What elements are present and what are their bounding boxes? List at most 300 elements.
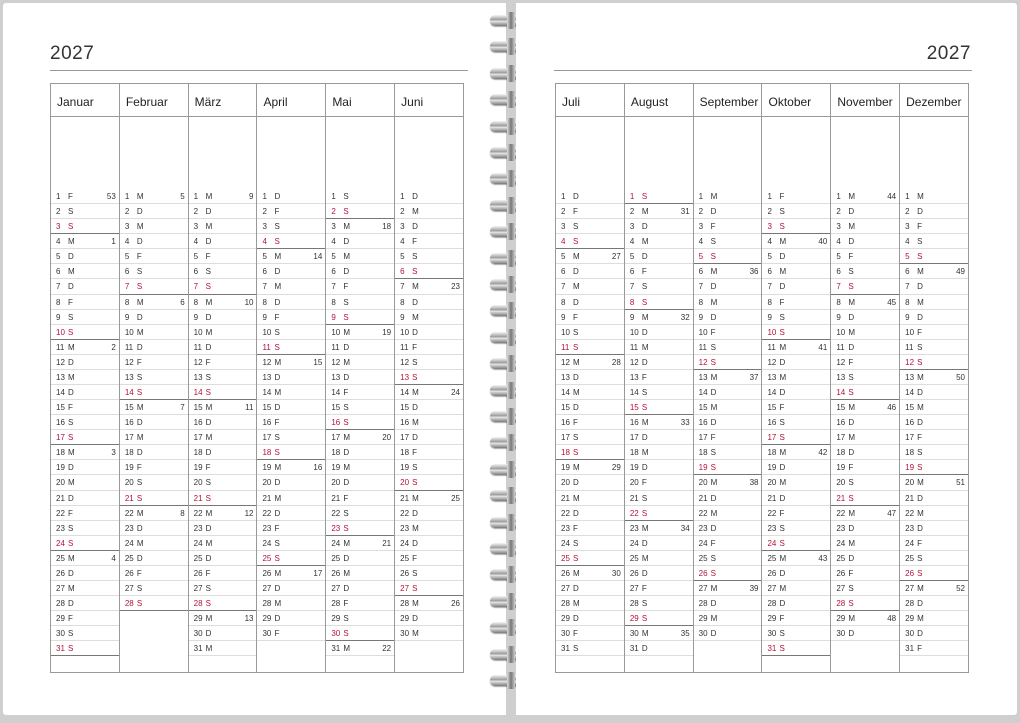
weekday-letter: S [917,237,923,247]
day-number: 18 [767,448,777,458]
weekday-letter: M [343,357,350,367]
weekday-letter: F [68,403,73,413]
day-row [831,581,899,596]
day-list [51,189,119,656]
weekday-letter: M [710,584,718,594]
day-number: 16 [262,418,272,428]
weekday-letter: D [274,478,281,488]
day-number: 15 [905,403,915,413]
day-row [395,295,463,310]
weekday-letter: F [710,222,716,232]
day-number: 25 [629,553,639,563]
day-row [900,325,968,340]
day-number: 18 [836,448,846,458]
day-number: 16 [905,418,915,428]
weekday-letter: D [68,463,74,473]
day-number: 14 [124,388,134,398]
day-number: 22 [56,508,65,518]
day-number: 22 [905,508,915,518]
day-row [395,204,463,219]
day-number: 12 [767,357,777,367]
week-number: 11 [245,403,254,413]
day-row [900,370,968,385]
day-row [257,581,325,596]
year-heading: 2027 [50,43,95,64]
weekday-letter: D [274,372,281,382]
day-number: 26 [836,568,846,578]
day-list [694,189,762,641]
weekday-letter: M [343,538,350,548]
day-row [831,491,899,506]
day-number: 19 [124,463,134,473]
day-number: 24 [836,538,846,548]
week-number: 48 [887,614,897,624]
day-row [326,279,394,294]
weekday-letter: M [917,508,924,518]
weekday-letter: S [848,282,854,292]
weekday-letter: D [343,342,350,352]
day-number: 21 [836,493,846,503]
day-row [51,400,119,415]
day-row [51,415,119,430]
day-row [556,204,624,219]
day-row [831,340,899,355]
month-name: Mai [326,84,394,117]
weekday-letter: S [205,388,211,398]
day-row [51,204,119,219]
day-row [625,506,693,521]
weekday-letter: M [573,568,580,578]
day-row [189,506,257,521]
weekday-letter: D [641,463,648,473]
day-number: 12 [836,357,846,367]
week-number: 38 [749,478,759,488]
weekday-letter: M [641,342,649,352]
day-row [556,641,624,656]
weekday-letter: D [710,388,717,398]
weekday-letter: F [573,629,578,639]
day-row [831,430,899,445]
day-number: 29 [698,614,708,624]
day-row [189,445,257,460]
weekday-letter: S [412,584,418,594]
day-row [189,400,257,415]
weekday-letter: S [573,342,579,352]
weekday-letter: S [412,357,418,367]
weekday-letter: F [205,463,211,473]
week-number: 31 [680,207,690,217]
weekday-letter: D [779,282,786,292]
weekday-letter: D [573,614,579,624]
day-list [625,189,693,656]
day-row [395,370,463,385]
day-row [326,596,394,611]
day-number: 28 [629,599,639,609]
day-number: 12 [629,357,639,367]
weekday-letter: M [343,222,350,232]
weekday-letter: F [641,478,647,488]
day-row [395,264,463,279]
header-rule [554,70,972,71]
day-row [51,219,119,234]
day-row [762,430,830,445]
day-number: 25 [331,553,341,563]
day-number: 7 [767,282,772,292]
weekday-letter: S [343,523,349,533]
day-number: 29 [400,614,410,624]
weekday-letter: D [68,357,74,367]
day-row [257,370,325,385]
weekday-letter: S [641,599,648,609]
day-number: 22 [561,508,570,518]
weekday-letter: S [848,267,854,277]
day-number: 12 [561,357,570,367]
day-number: 17 [193,433,203,443]
weekday-letter: S [205,584,211,594]
day-row [120,385,188,400]
day-number: 16 [629,418,639,428]
day-number: 4 [124,237,130,247]
weekday-letter: S [274,553,280,563]
weekday-letter: F [848,252,854,262]
day-row [694,385,762,400]
day-number: 8 [56,297,61,307]
day-number: 21 [400,493,410,503]
weekday-letter: D [274,297,281,307]
day-row [762,279,830,294]
day-number: 23 [331,523,341,533]
day-number: 13 [698,372,708,382]
day-number: 9 [400,312,405,322]
day-number: 14 [331,388,341,398]
day-row [257,385,325,400]
weekday-letter: D [710,207,717,217]
weekday-letter: M [779,267,787,277]
day-row [51,340,119,355]
weekday-letter: S [710,252,716,262]
weekday-letter: F [573,418,578,428]
day-number: 16 [124,418,134,428]
weekday-letter: D [136,553,143,563]
day-number: 27 [767,584,777,594]
day-row [51,581,119,596]
day-number: 30 [331,629,341,639]
day-number: 12 [400,357,410,367]
weekday-letter: M [848,327,855,337]
day-number: 8 [629,297,635,307]
day-row [189,295,257,310]
day-number: 18 [262,448,272,458]
day-row [257,295,325,310]
weekday-letter: D [848,418,855,428]
day-row [625,249,693,264]
day-number: 23 [262,523,272,533]
day-row [900,626,968,641]
weekday-letter: S [917,568,923,578]
weekday-letter: M [136,508,144,518]
weekday-letter: M [779,584,787,594]
day-row [51,551,119,566]
day-row [762,340,830,355]
weekday-letter: D [779,252,786,262]
weekday-letter: S [136,388,143,398]
weekday-letter: M [412,282,419,292]
day-number: 25 [698,553,708,563]
day-number: 13 [400,372,410,382]
weekday-letter: D [710,629,717,639]
day-row [120,415,188,430]
weekday-letter: M [205,508,213,518]
day-number: 2 [262,207,267,217]
day-row [189,551,257,566]
day-number: 25 [400,553,410,563]
weekday-letter: D [412,508,418,518]
weekday-letter: F [710,538,716,548]
day-row [900,189,968,204]
day-row [257,264,325,279]
weekday-letter: M [779,478,787,488]
day-row [326,340,394,355]
weekday-letter: S [136,584,143,594]
day-number: 4 [905,237,910,247]
weekday-letter: M [573,493,580,503]
day-row [326,310,394,325]
day-number: 5 [836,252,841,262]
weekday-letter: S [641,282,648,292]
weekday-letter: M [848,192,855,201]
day-row [694,491,762,506]
day-row [625,370,693,385]
day-number: 20 [905,478,915,488]
day-number: 30 [698,629,708,639]
day-number: 5 [124,252,130,262]
day-row [326,415,394,430]
day-row [625,415,693,430]
day-number: 23 [767,523,777,533]
day-number: 20 [561,478,570,488]
weekday-letter: S [848,372,854,382]
day-number: 15 [629,403,639,413]
day-row [831,445,899,460]
day-row [120,325,188,340]
day-number: 21 [561,493,570,503]
day-row [831,355,899,370]
day-number: 31 [767,644,777,654]
year-heading: 2027 [926,43,971,64]
day-row [51,596,119,611]
day-row [556,596,624,611]
day-row [694,370,762,385]
week-number: 4 [111,553,116,563]
day-row [831,611,899,626]
weekday-letter: D [573,297,579,307]
day-number: 7 [561,282,566,292]
weekday-letter: D [136,237,143,247]
weekday-letter: M [573,252,580,262]
day-row [326,506,394,521]
day-row [831,310,899,325]
day-number: 4 [767,237,772,247]
weekday-letter: S [343,508,349,518]
day-number: 10 [262,327,272,337]
weekday-letter: M [343,463,350,473]
day-number: 11 [56,342,65,352]
weekday-letter: S [205,282,211,292]
weekday-letter: F [573,312,578,322]
month-column [395,84,463,672]
weekday-letter: F [848,357,854,367]
day-row [762,370,830,385]
weekday-letter: S [917,553,923,563]
weekday-letter: F [710,433,716,443]
day-number: 16 [698,418,708,428]
day-row [625,310,693,325]
day-number: 10 [331,327,341,337]
day-number: 15 [698,403,708,413]
day-number: 19 [698,463,708,473]
weekday-letter: M [68,342,75,352]
day-row [900,385,968,400]
day-number: 14 [767,388,777,398]
month-column [326,84,395,672]
weekday-letter: F [343,282,349,292]
day-number: 28 [905,599,915,609]
weekday-letter: S [412,372,418,382]
day-number: 22 [124,508,134,518]
weekday-letter: S [68,222,74,232]
day-row [900,596,968,611]
day-row [395,325,463,340]
weekday-letter: D [917,418,923,428]
week-number: 7 [180,403,185,413]
weekday-letter: M [68,584,75,594]
day-number: 5 [56,252,61,262]
weekday-letter: F [274,629,280,639]
day-number: 19 [193,463,203,473]
day-row [694,189,762,204]
day-row [395,219,463,234]
day-number: 25 [767,553,777,563]
weekday-letter: S [641,493,648,503]
weekday-letter: S [68,418,74,428]
day-number: 5 [698,252,704,262]
day-row [625,189,693,204]
day-number: 2 [767,207,772,217]
day-number: 11 [836,342,845,352]
weekday-letter: D [641,433,648,443]
weekday-letter: S [779,433,785,443]
day-row [120,355,188,370]
day-number: 6 [698,267,704,277]
weekday-letter: S [779,538,785,548]
day-row [900,310,968,325]
day-row [762,596,830,611]
week-number: 27 [611,252,621,262]
day-row [189,385,257,400]
weekday-letter: S [848,388,854,398]
day-row [556,400,624,415]
day-number: 10 [400,327,410,337]
weekday-letter: M [848,297,855,307]
day-row [831,189,899,204]
day-number: 29 [767,614,777,624]
day-number: 18 [124,448,134,458]
day-number: 27 [561,584,570,594]
day-row [326,445,394,460]
weekday-letter: D [68,493,74,503]
month-name: November [831,84,899,117]
day-row [120,264,188,279]
day-number: 1 [400,192,405,201]
day-number: 8 [905,297,910,307]
week-number: 41 [818,342,828,352]
day-number: 30 [629,629,639,639]
day-row [326,566,394,581]
day-row [625,340,693,355]
week-number: 40 [818,237,828,247]
weekday-letter: F [274,207,280,217]
weekday-letter: S [68,629,74,639]
day-row [326,249,394,264]
weekday-letter: M [779,237,787,247]
day-number: 5 [767,252,772,262]
month-column [189,84,258,672]
weekday-letter: S [848,599,854,609]
weekday-letter: S [710,553,716,563]
day-number: 15 [56,403,65,413]
day-number: 20 [193,478,203,488]
day-row [831,400,899,415]
weekday-letter: M [710,614,718,624]
day-number: 4 [400,237,405,247]
weekday-letter: D [710,523,717,533]
weekday-letter: F [68,614,73,624]
day-row [625,355,693,370]
day-number: 11 [629,342,639,352]
day-row [51,430,119,445]
day-number: 23 [124,523,134,533]
weekday-letter: M [274,357,282,367]
day-row [625,279,693,294]
weekday-letter: S [641,388,648,398]
day-number: 1 [124,192,130,201]
month-name: Februar [120,84,188,117]
weekday-letter: S [641,192,648,201]
day-row [625,234,693,249]
day-number: 17 [56,433,65,443]
day-number: 19 [56,463,65,473]
day-number: 21 [124,493,134,503]
day-row [326,385,394,400]
day-number: 9 [56,312,61,322]
day-number: 15 [262,403,272,413]
week-number: 3 [111,448,116,458]
day-number: 14 [56,388,65,398]
day-row [625,566,693,581]
day-number: 2 [400,207,405,217]
day-row [51,189,119,204]
weekday-letter: F [136,463,142,473]
day-number: 29 [331,614,341,624]
day-row [395,279,463,294]
weekday-letter: S [136,372,143,382]
week-number: 50 [956,372,965,382]
day-row [900,581,968,596]
day-row [51,626,119,641]
day-number: 1 [767,192,772,201]
day-number: 11 [400,342,409,352]
day-row [326,295,394,310]
